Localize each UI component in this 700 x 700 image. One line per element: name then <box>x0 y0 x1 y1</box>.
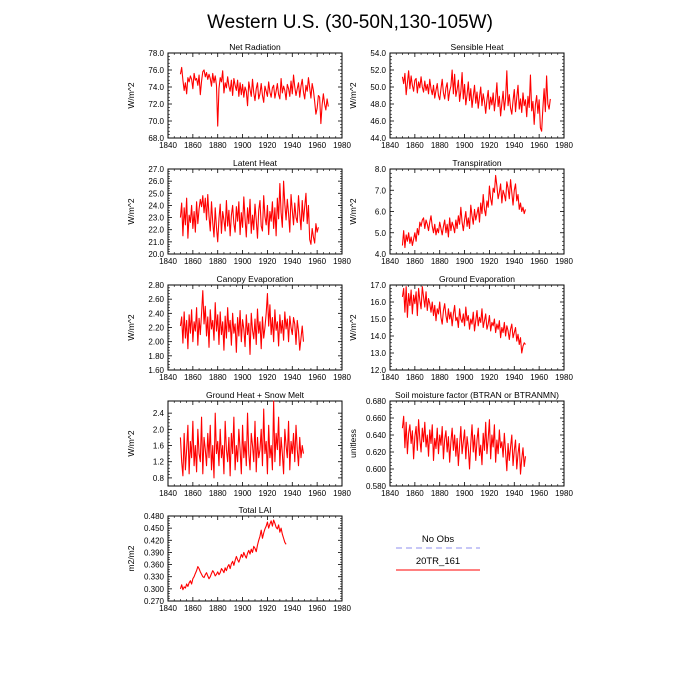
y-tick-label: 13.0 <box>370 349 386 358</box>
x-tick-label: 1920 <box>480 141 499 150</box>
series-line <box>180 67 328 126</box>
x-tick-label: 1840 <box>381 489 399 498</box>
x-tick-label: 1880 <box>430 489 449 498</box>
x-tick-label: 1840 <box>159 604 177 613</box>
x-tick-label: 1920 <box>258 489 277 498</box>
y-tick-label: 2.20 <box>148 323 164 333</box>
y-axis-label: unitless <box>348 429 358 458</box>
x-tick-label: 1880 <box>208 257 227 266</box>
x-tick-label: 1940 <box>283 141 302 150</box>
panel-total-lai <box>126 505 351 613</box>
x-tick-label: 1980 <box>555 373 573 382</box>
panel-net-radiation <box>126 42 351 150</box>
x-tick-label: 1960 <box>530 257 549 266</box>
figure-title: Western U.S. (30-50N,130-105W) <box>207 12 493 33</box>
x-tick-label: 1880 <box>430 373 449 382</box>
x-tick-label: 1980 <box>333 604 351 613</box>
y-tick-label: 46.0 <box>370 117 386 126</box>
panel-frame <box>168 516 342 601</box>
x-tick-label: 1960 <box>308 489 327 498</box>
x-tick-label: 1980 <box>333 489 351 498</box>
y-tick-label: 0.640 <box>365 431 386 440</box>
x-tick-label: 1960 <box>530 489 549 498</box>
y-tick-label: 1.80 <box>148 351 164 361</box>
y-tick-label: 1.2 <box>152 457 164 467</box>
x-tick-label: 1840 <box>159 141 177 150</box>
x-tick-label: 1980 <box>333 141 351 150</box>
y-axis-label: W/m^2 <box>348 314 358 341</box>
x-tick-label: 1960 <box>308 604 327 613</box>
x-tick-label: 1900 <box>455 489 474 498</box>
y-axis-label: W/m^2 <box>126 314 136 341</box>
x-tick-label: 1900 <box>455 257 474 266</box>
y-tick-label: 70.0 <box>148 117 164 126</box>
x-tick-label: 1920 <box>258 257 277 266</box>
series-line <box>402 287 525 353</box>
x-tick-label: 1860 <box>183 489 202 498</box>
x-tick-label: 1880 <box>208 489 227 498</box>
panel-soil-moisture-factor-btran-or-btranmn <box>348 390 573 498</box>
y-axis-label: W/m^2 <box>348 198 358 225</box>
y-tick-label: 0.300 <box>143 584 164 594</box>
y-tick-label: 0.660 <box>365 414 386 423</box>
y-tick-label: 26.0 <box>148 177 164 187</box>
y-tick-label: 48.0 <box>370 100 386 109</box>
x-tick-label: 1880 <box>430 257 449 266</box>
series-line <box>402 175 525 247</box>
y-tick-label: 74.0 <box>148 83 164 92</box>
y-tick-label: 0.390 <box>143 548 164 558</box>
y-tick-label: 50.0 <box>370 83 386 92</box>
series-line <box>180 520 286 590</box>
x-tick-label: 1860 <box>183 257 202 266</box>
x-tick-label: 1960 <box>308 257 327 266</box>
x-tick-label: 1860 <box>405 373 424 382</box>
x-tick-label: 1840 <box>159 373 177 382</box>
y-tick-label: 78.0 <box>148 49 164 58</box>
x-tick-label: 1880 <box>430 141 449 150</box>
x-tick-label: 1900 <box>455 141 474 150</box>
panel-title: Ground Evaporation <box>438 274 516 284</box>
series-line <box>402 70 550 131</box>
y-tick-label: 1.60 <box>148 366 164 375</box>
y-tick-label: 20.0 <box>148 250 164 259</box>
y-tick-label: 22.0 <box>148 225 164 235</box>
panel-title: Soil moisture factor (BTRAN or BTRANMN) <box>395 390 559 400</box>
x-tick-label: 1900 <box>233 257 252 266</box>
y-tick-label: 15.0 <box>370 315 386 324</box>
x-tick-label: 1880 <box>208 373 227 382</box>
y-tick-label: 21.0 <box>148 237 164 247</box>
x-tick-label: 1940 <box>505 141 524 150</box>
x-tick-label: 1860 <box>405 141 424 150</box>
y-tick-label: 68.0 <box>148 134 164 143</box>
x-tick-label: 1940 <box>505 257 524 266</box>
y-tick-label: 4.0 <box>374 250 386 259</box>
y-tick-label: 23.0 <box>148 213 164 223</box>
y-tick-label: 0.420 <box>143 536 164 546</box>
x-tick-label: 1940 <box>283 257 302 266</box>
x-tick-label: 1840 <box>159 257 177 266</box>
panel-ground-evaporation <box>348 274 573 382</box>
legend-label-20tr-161: 20TR_161 <box>415 556 461 567</box>
y-tick-label: 0.600 <box>365 465 386 474</box>
y-tick-label: 24.0 <box>148 201 164 211</box>
y-tick-label: 72.0 <box>148 100 164 109</box>
x-tick-label: 1940 <box>283 373 302 382</box>
x-tick-label: 1920 <box>480 489 499 498</box>
y-tick-label: 25.0 <box>148 189 164 199</box>
y-tick-label: 0.360 <box>143 560 164 570</box>
x-tick-label: 1920 <box>480 257 499 266</box>
y-tick-label: 44.0 <box>370 134 386 143</box>
panel-title: Ground Heat + Snow Melt <box>205 390 305 400</box>
y-tick-label: 1.6 <box>152 441 164 451</box>
y-tick-label: 27.0 <box>148 165 164 174</box>
x-tick-label: 1940 <box>283 604 302 613</box>
y-axis-label: W/m^2 <box>126 82 136 109</box>
y-tick-label: 8.0 <box>374 165 386 174</box>
x-tick-label: 1900 <box>455 373 474 382</box>
panel-title: Total LAI <box>238 505 272 515</box>
y-axis-label: m2/m2 <box>126 545 136 572</box>
legend <box>396 534 480 570</box>
y-tick-label: 0.270 <box>143 597 164 606</box>
x-tick-label: 1960 <box>308 141 327 150</box>
x-tick-label: 1900 <box>233 141 252 150</box>
x-tick-label: 1980 <box>333 373 351 382</box>
y-tick-label: 14.0 <box>370 332 386 341</box>
y-tick-label: 76.0 <box>148 66 164 75</box>
y-tick-label: 0.8 <box>152 473 164 483</box>
y-tick-label: 2.40 <box>148 309 164 319</box>
legend-label-no-obs: No Obs <box>421 534 455 545</box>
x-tick-label: 1960 <box>308 373 327 382</box>
x-tick-label: 1860 <box>183 141 202 150</box>
x-tick-label: 1860 <box>405 257 424 266</box>
x-tick-label: 1840 <box>159 489 177 498</box>
panel-sensible-heat <box>348 42 573 150</box>
x-tick-label: 1940 <box>283 489 302 498</box>
series-line <box>180 291 303 355</box>
x-tick-label: 1940 <box>505 373 524 382</box>
x-tick-label: 1980 <box>555 141 573 150</box>
y-tick-label: 2.0 <box>152 425 164 435</box>
y-tick-label: 16.0 <box>370 298 386 307</box>
x-tick-label: 1880 <box>208 604 227 613</box>
y-tick-label: 0.580 <box>365 482 386 491</box>
panel-transpiration <box>348 158 573 266</box>
y-tick-label: 2.00 <box>148 337 164 347</box>
panel-title: Latent Heat <box>233 158 277 168</box>
y-axis-label: W/m^2 <box>348 82 358 109</box>
x-tick-label: 1940 <box>505 489 524 498</box>
y-tick-label: 5.0 <box>374 228 386 238</box>
x-tick-label: 1900 <box>233 604 252 613</box>
panel-title: Net Radiation <box>229 42 281 52</box>
x-tick-label: 1900 <box>233 373 252 382</box>
y-axis-label: W/m^2 <box>126 198 136 225</box>
panel-canopy-evaporation <box>126 274 351 382</box>
x-tick-label: 1920 <box>258 141 277 150</box>
y-tick-label: 52.0 <box>370 66 386 75</box>
y-tick-label: 17.0 <box>370 281 386 290</box>
y-tick-label: 54.0 <box>370 49 386 58</box>
y-tick-label: 2.4 <box>152 409 164 419</box>
x-tick-label: 1900 <box>233 489 252 498</box>
series-line <box>402 416 525 474</box>
y-axis-label: W/m^2 <box>126 430 136 457</box>
y-tick-label: 12.0 <box>370 366 386 375</box>
y-tick-label: 0.330 <box>143 572 164 582</box>
x-tick-label: 1920 <box>258 604 277 613</box>
y-tick-label: 2.60 <box>148 295 164 305</box>
x-tick-label: 1980 <box>333 257 351 266</box>
panel-title: Transpiration <box>452 158 502 168</box>
x-tick-label: 1840 <box>381 373 399 382</box>
x-tick-label: 1980 <box>555 489 573 498</box>
series-line <box>180 401 303 478</box>
y-tick-label: 0.450 <box>143 524 164 534</box>
x-tick-label: 1860 <box>405 489 424 498</box>
panel-ground-heat-snow-melt <box>126 390 351 498</box>
y-tick-label: 0.480 <box>143 512 164 521</box>
x-tick-label: 1960 <box>530 373 549 382</box>
panel-latent-heat <box>126 158 351 266</box>
panels-group <box>126 42 573 613</box>
x-tick-label: 1920 <box>480 373 499 382</box>
x-tick-label: 1960 <box>530 141 549 150</box>
y-tick-label: 0.680 <box>365 397 386 406</box>
y-tick-label: 7.0 <box>374 186 386 196</box>
x-tick-label: 1840 <box>381 257 399 266</box>
x-tick-label: 1980 <box>555 257 573 266</box>
x-tick-label: 1860 <box>183 604 202 613</box>
y-tick-label: 6.0 <box>374 207 386 217</box>
panel-title: Sensible Heat <box>450 42 504 52</box>
x-tick-label: 1880 <box>208 141 227 150</box>
x-tick-label: 1860 <box>183 373 202 382</box>
panel-title: Canopy Evaporation <box>216 274 294 284</box>
y-tick-label: 0.620 <box>365 448 386 457</box>
y-tick-label: 2.80 <box>148 281 164 290</box>
series-line <box>180 181 318 244</box>
x-tick-label: 1840 <box>381 141 399 150</box>
x-tick-label: 1920 <box>258 373 277 382</box>
